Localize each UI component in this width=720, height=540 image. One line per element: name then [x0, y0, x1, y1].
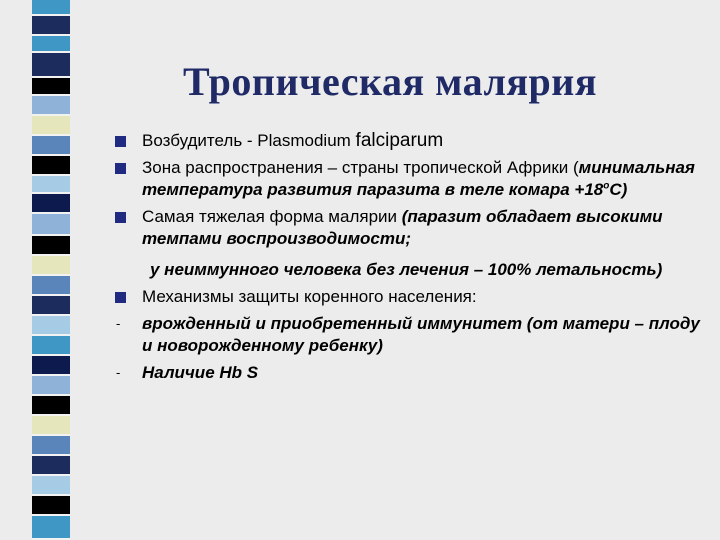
stripe-segment — [32, 476, 70, 494]
stripe-segment — [32, 116, 70, 134]
stripe-segment — [32, 156, 70, 174]
stripe-segment — [32, 296, 70, 314]
bullet-item-defense — [112, 286, 702, 308]
bullet-continuation: у неиммунного человека без лечения – 100% летальность) — [150, 260, 663, 279]
dash-item-hbs — [112, 362, 702, 384]
dash-item-immunity — [112, 313, 702, 357]
stripe-segment — [32, 416, 70, 434]
stripe-segment — [32, 376, 70, 394]
stripe-segment — [32, 256, 70, 274]
stripe-segment — [32, 436, 70, 454]
stripe-segment — [32, 53, 70, 76]
square-bullet-icon — [115, 292, 126, 303]
dash-marker: - — [116, 365, 121, 380]
dash-item-text: врожденный и приобретенный иммунитет (от матери – плоду и новорожденному ребенку) — [142, 314, 700, 355]
dash-item-text: Наличие Hb S — [142, 363, 259, 382]
stripe-segment — [32, 214, 70, 234]
bullet-item-pathogen — [112, 130, 702, 152]
stripe-segment — [32, 356, 70, 374]
bullet-emphasis: falciparum — [355, 130, 444, 151]
square-bullet-icon — [115, 136, 126, 147]
stripe-segment — [32, 516, 70, 538]
stripe-segment — [32, 78, 70, 94]
stripe-segment — [32, 16, 70, 34]
bullet-emphasis: (паразит обладает высокими темпами воспроизводимости; — [142, 207, 663, 248]
decorative-stripe-bar — [32, 0, 70, 540]
stripe-segment — [32, 496, 70, 514]
stripe-segment — [32, 176, 70, 192]
bullet-text: Механизмы защиты коренного населения: — [142, 287, 477, 306]
degree-superscript: о — [603, 180, 610, 192]
stripe-segment — [32, 136, 70, 154]
stripe-segment — [32, 194, 70, 212]
stripe-segment — [32, 36, 70, 51]
bullet-emphasis: минимальная температура развития паразита в теле комара +18 — [142, 158, 695, 199]
bullet-text: Зона распространения – страны тропической Африки ( — [142, 158, 579, 177]
bullet-emphasis-tail: С) — [609, 180, 628, 199]
square-bullet-icon — [115, 212, 126, 223]
slide-title: Тропическая малярия — [183, 59, 597, 104]
square-bullet-icon — [115, 163, 126, 174]
bullet-text: Самая тяжелая форма малярии — [142, 207, 402, 226]
slide-content — [112, 130, 702, 389]
stripe-segment — [32, 336, 70, 354]
stripe-segment — [32, 276, 70, 294]
stripe-segment — [32, 456, 70, 474]
stripe-segment — [32, 316, 70, 334]
bullet-text: Возбудитель - Plasmodium — [142, 131, 356, 150]
stripe-segment — [32, 236, 70, 254]
bullet-item-distribution — [112, 157, 702, 201]
dash-marker: - — [116, 316, 121, 331]
stripe-segment — [32, 396, 70, 414]
stripe-segment — [32, 96, 70, 114]
stripe-segment — [32, 0, 70, 14]
bullet-item-severity — [112, 206, 702, 281]
